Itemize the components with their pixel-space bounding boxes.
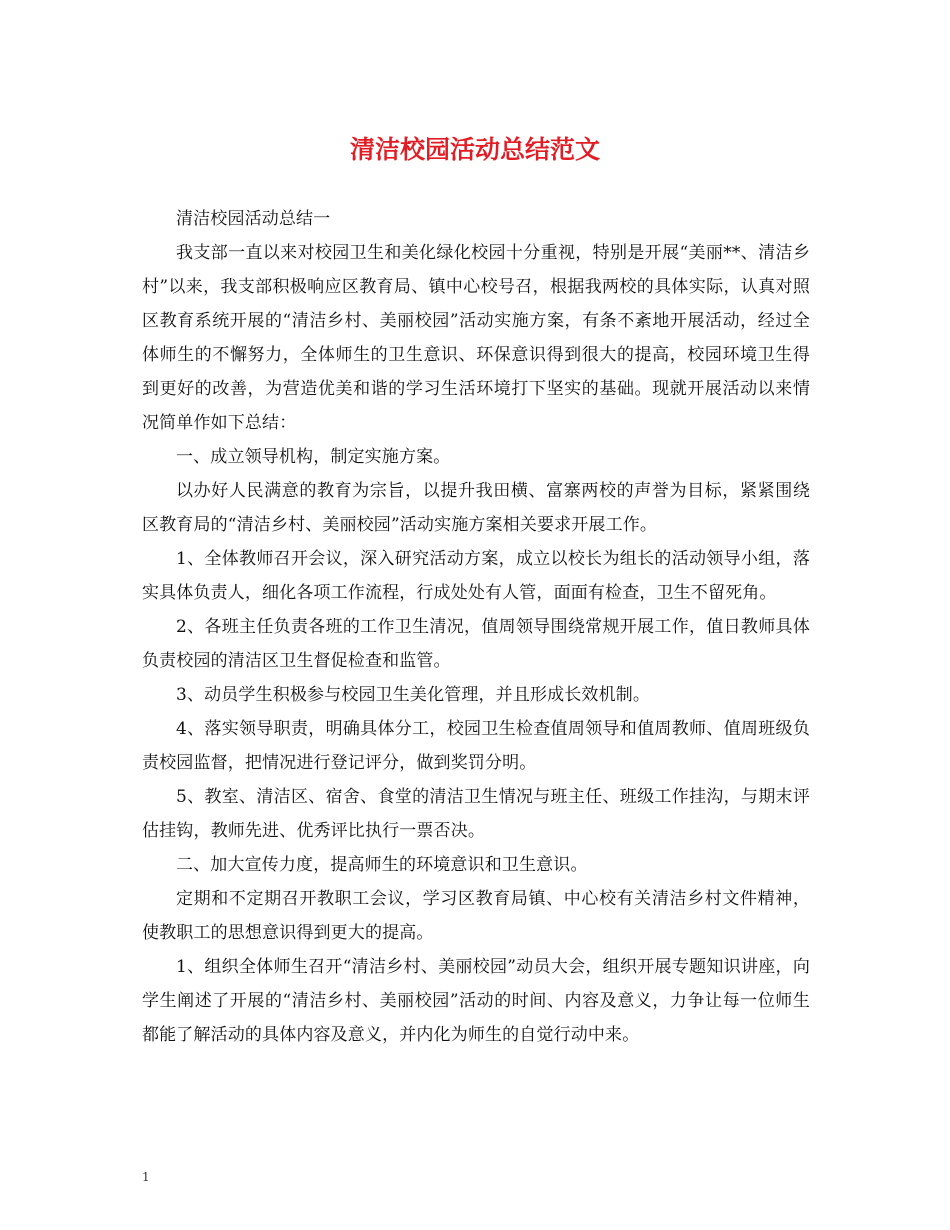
document-body	[142, 202, 810, 1052]
paragraph: 4、落实领导职责，明确具体分工，校园卫生检查值周领导和值周教师、值周班级负责校园监督，把情况进行登记评分，做到奖罚分明。	[142, 719, 810, 773]
page-number: 1	[142, 1170, 150, 1184]
paragraph: 以办好人民满意的教育为宗旨，以提升我田横、富寨两校的声誉为目标，紧紧围绕区教育局的“清洁乡村、美丽校园”活动实施方案相关要求开展工作。	[142, 481, 810, 535]
paragraph: 5、教室、清洁区、宿舍、食堂的清洁卫生情况与班主任、班级工作挂沟，与期末评估挂钩，教师先进、优秀评比执行一票否决。	[142, 787, 810, 841]
paragraph: 二、加大宣传力度，提高师生的环境意识和卫生意识。	[176, 855, 588, 875]
paragraph: 清洁校园活动总结一	[176, 209, 331, 229]
paragraph: 2、各班主任负责各班的工作卫生清况，值周领导围绕常规开展工作，值日教师具体负责校园的清洁区卫生督促检查和监管。	[142, 617, 810, 671]
paragraph: 定期和不定期召开教职工会议，学习区教育局镇、中心校有关清洁乡村文件精神，使教职工的思想意识得到更大的提高。	[142, 889, 810, 943]
paragraph: 3、动员学生积极参与校园卫生美化管理，并且形成长效机制。	[176, 685, 651, 705]
paragraph: 一、成立领导机构，制定实施方案。	[176, 447, 451, 467]
paragraph: 我支部一直以来对校园卫生和美化绿化校园十分重视，特别是开展“美丽**、清洁乡村”以来，我支部积极响应区教育局、镇中心校号召，根据我两校的具体实际，认真对照区教育系统开展的“清洁乡村、美丽校园”活动实施方案，有条不紊地开展活动，经过全体师生的不懈努力，全体师生的卫生意识、环保意识得到很大的提高，校园环境卫生得到更好的改善，为营造优美和谐的学习生活环境打下坚实的基础。现就开展活动以来情况简单作如下总结：	[142, 243, 810, 433]
document-title: 清洁校园活动总结范文	[349, 135, 600, 164]
paragraph: 1、全体教师召开会议，深入研究活动方案，成立以校长为组长的活动领导小组，落实具体负责人，细化各项工作流程，行成处处有人管，面面有检查，卫生不留死角。	[142, 549, 810, 603]
paragraph: 1、组织全体师生召开“清洁乡村、美丽校园”动员大会，组织开展专题知识讲座，向学生阐述了开展的“清洁乡村、美丽校园”活动的时间、内容及意义，力争让每一位师生都能了解活动的具体内容及意义，并内化为师生的自觉行动中来。	[142, 957, 810, 1045]
